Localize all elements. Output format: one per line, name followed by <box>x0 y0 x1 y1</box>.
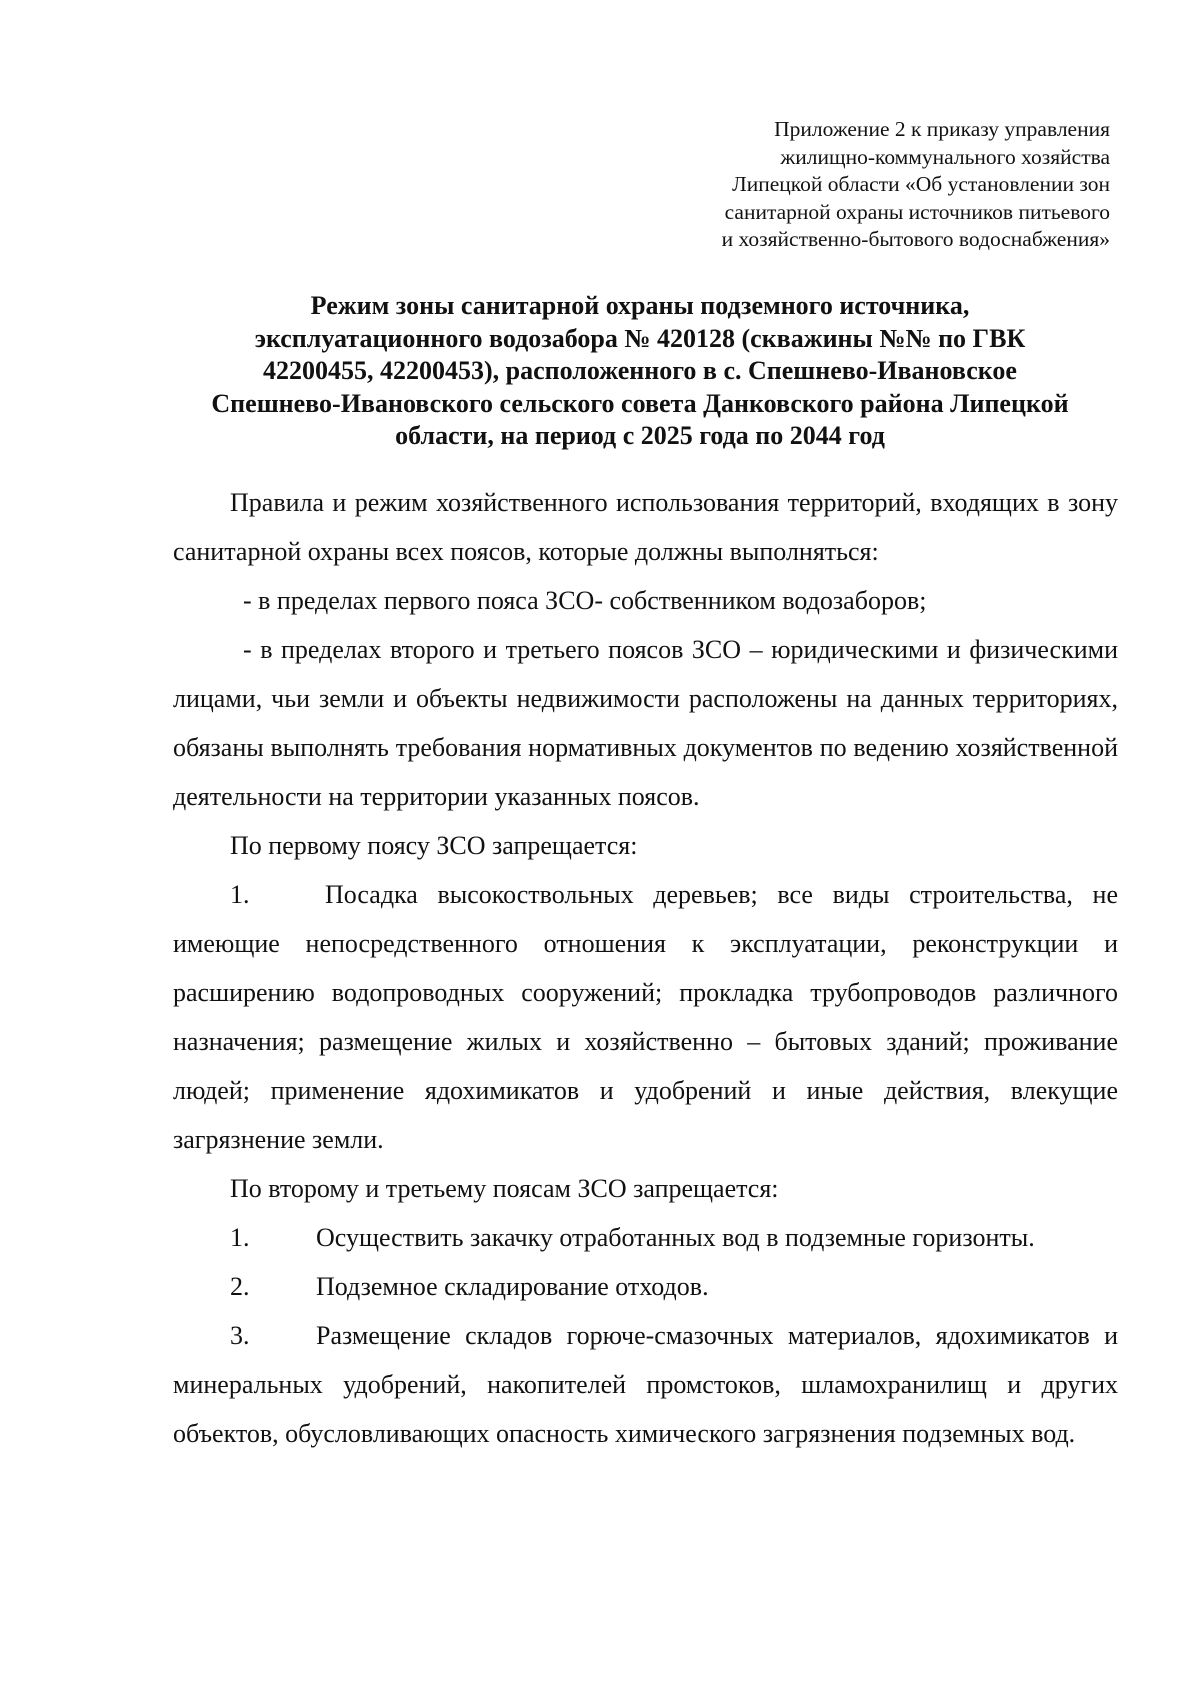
title-line: Режим зоны санитарной охраны подземного источника, <box>310 291 970 320</box>
appendix-line: и хозяйственно-бытового водоснабжения» <box>721 227 1110 251</box>
item-text: Подземное складирование отходов. <box>316 1272 709 1301</box>
title-line: 42200455, 42200453), расположенного в с. Спешнево-Ивановское <box>263 356 1017 385</box>
document-title <box>165 290 1115 453</box>
first-belt-item <box>173 870 1118 1164</box>
appendix-line: Липецкой области «Об установлении зон <box>732 172 1110 196</box>
first-belt-heading: По первому поясу ЗСО запрещается: <box>230 831 638 860</box>
title-line: области, на период с 2025 года по 2044 год <box>395 421 885 450</box>
intro-paragraph: Правила и режим хозяйственного использования территорий, входящих в зону санитарной охраны всех поясов, которые должны выполняться: <box>173 488 1118 566</box>
item-text: Размещение складов горюче-смазочных материалов, ядохимикатов и минеральных удобрений, накопителей промстоков, шламохранилищ и других объектов, обусловливающих опасность химического загрязнения подземных вод. <box>173 1321 1118 1448</box>
item-number: 1. <box>230 880 250 909</box>
second-belt-item <box>173 1311 1118 1458</box>
second-belt-item <box>173 1262 1118 1311</box>
item-text: Посадка высокоствольных деревьев; все виды строительства, не имеющие непосредственного отношения к эксплуатации, реконструкции и расширению водопроводных сооружений; прокладка трубопроводов различного назначения; размещение жилых и хозяйственно – бытовых зданий; проживание людей; применение ядохимикатов и удобрений и иные действия, влекущие загрязнение земли. <box>173 880 1118 1154</box>
item-number: 2. <box>230 1272 250 1301</box>
item-text: Осуществить закачку отработанных вод в подземные горизонты. <box>316 1223 1035 1252</box>
document-body <box>173 478 1118 1458</box>
appendix-line: жилищно-коммунального хозяйства <box>780 144 1110 169</box>
second-belt-item <box>173 1213 1118 1262</box>
item-number: 3. <box>230 1321 250 1350</box>
item-number: 1. <box>230 1223 250 1252</box>
second-belt-heading: По второму и третьему поясам ЗСО запрещается: <box>230 1174 779 1203</box>
appendix-line: санитарной охраны источников питьевого <box>724 199 1110 224</box>
title-line: Спешнево-Ивановского сельского совета Данковского района Липецкой <box>211 388 1069 418</box>
appendix-line: Приложение 2 к приказу управления <box>774 117 1110 141</box>
title-line: эксплуатационного водозабора № 420128 (скважины №№ по ГВК <box>254 323 1026 353</box>
appendix-note <box>550 116 1110 254</box>
first-belt-responsibility: - в пределах первого пояса ЗСО- собственником водозаборов; <box>243 586 927 615</box>
second-third-belt-responsibility: - в пределах второго и третьего поясов ЗСО – юридическими и физическими лицами, чьи земли и объекты недвижимости расположены на данных территориях, обязаны выполнять требования нормативных документов по ведению хозяйственной деятельности на территории указанных поясов. <box>173 635 1118 811</box>
